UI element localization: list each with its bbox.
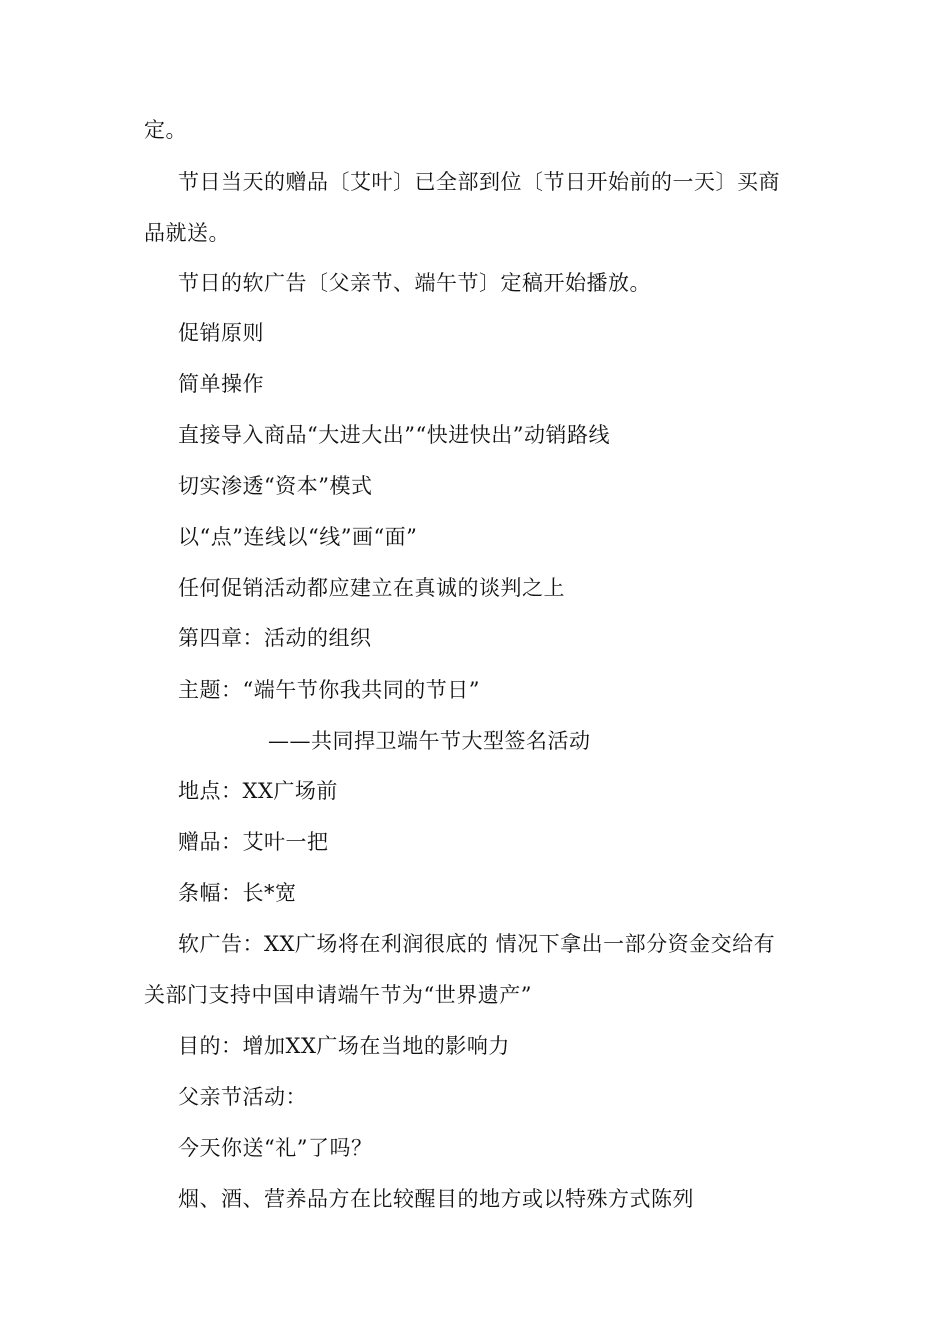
text-line: 节日当天的赠品〔艾叶〕已全部到位〔节日开始前的一天〕买商 [178,170,780,194]
text-line: 关部门支持中国申请端午节为“世界遗产” [144,983,532,1007]
text-line: 目的：增加XX广场在当地的影响力 [178,1034,510,1058]
text-line: 切实渗透“资本”模式 [178,474,373,498]
text-line: 软广告：XX广场将在利润很底的 情况下拿出一部分资金交给有 [178,932,776,956]
text-line: 品就送。 [144,221,230,245]
text-line: 直接导入商品“大进大出”“快进快出”动销路线 [178,423,610,447]
text-line: 父亲节活动： [178,1085,307,1109]
text-line: 烟、酒、营养品方在比较醒目的地方或以特殊方式陈列 [178,1187,694,1211]
text-line: 赠品：艾叶一把 [178,830,329,854]
section-heading: 促销原则 [178,321,264,345]
text-line: 以“点”连线以“线”画“面” [178,525,418,549]
chapter-heading: 第四章：活动的组织 [178,626,372,650]
text-line: 简单操作 [178,372,264,396]
text-line: 条幅：长*宽 [178,881,297,905]
text-line: 任何促销活动都应建立在真诚的谈判之上 [178,576,565,600]
text-line: 定。 [144,118,187,142]
text-line: 地点：XX广场前 [178,779,338,803]
subtitle-line: ——共同捍卫端午节大型签名活动 [268,729,591,753]
text-line: 今天你送“礼”了吗？ [178,1136,373,1160]
text-line: 节日的软广告〔父亲节、端午节〕定稿开始播放。 [178,271,651,295]
theme-line: 主题：“端午节你我共同的节日” [178,678,480,702]
